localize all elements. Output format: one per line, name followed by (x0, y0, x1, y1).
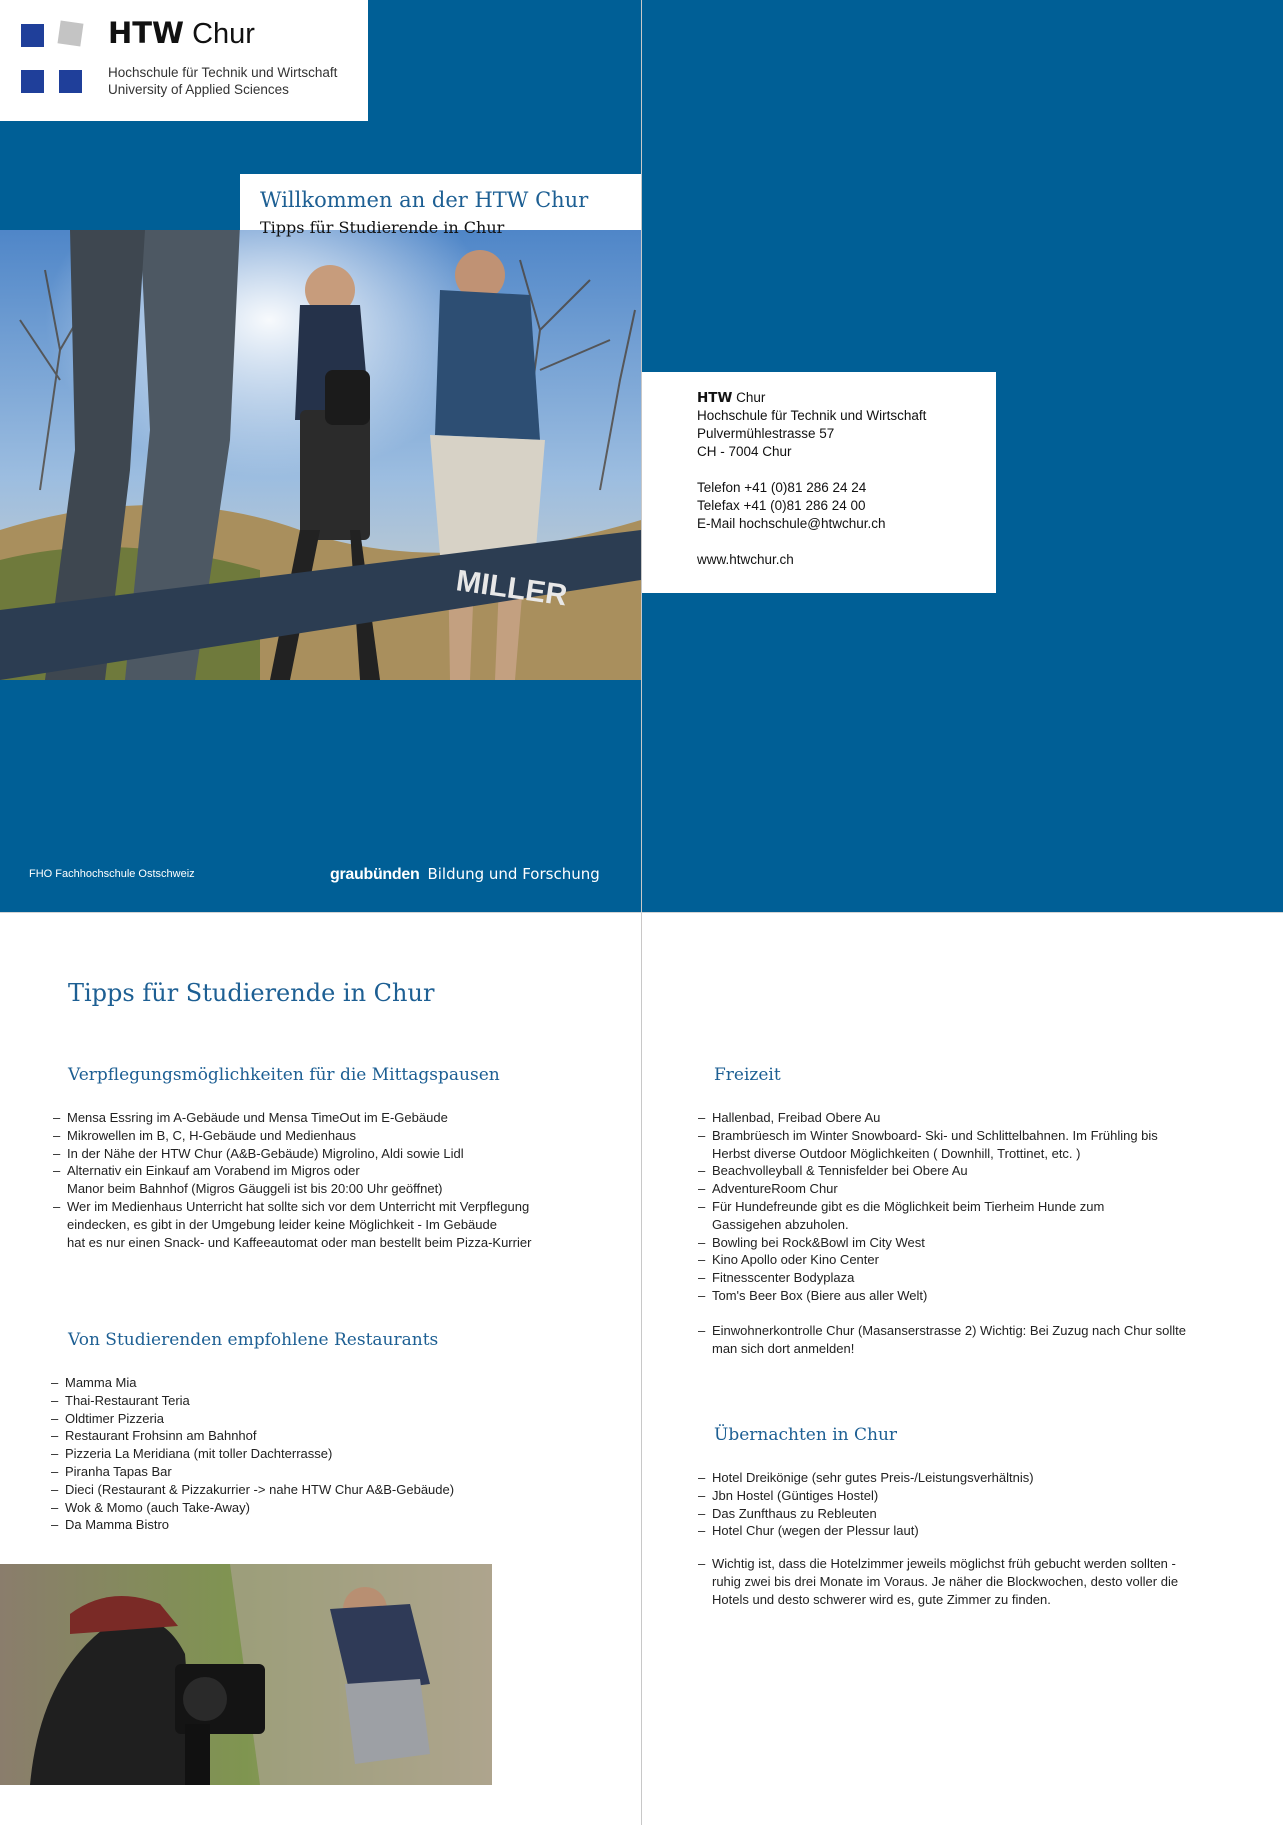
list-item (51, 1499, 454, 1517)
list-item (53, 1198, 531, 1251)
list-item (698, 1287, 1158, 1305)
list-item-text: – Brambrüesch im Winter Snowboard- Ski- und Schlittelbahnen. Im Frühling bis (712, 1127, 1158, 1143)
contact-card (642, 372, 996, 593)
stay-heading: Übernachten in Chur (714, 1425, 898, 1445)
list-item (698, 1127, 1158, 1163)
svg-text:MILLER: MILLER (454, 564, 570, 613)
page-divider-horizontal (0, 912, 1283, 913)
list-item (698, 1269, 1158, 1287)
list-item (53, 1162, 531, 1198)
list-item (53, 1109, 531, 1127)
list-item-text: – Wer im Medienhaus Unterricht hat sollte sich vor dem Unterricht mit Verpflegung (67, 1198, 530, 1214)
contact-street: Pulvermühlestrasse 57 (697, 426, 835, 441)
contact-institution: Hochschule für Technik und Wirtschaft (697, 408, 927, 423)
list-item-text: – In der Nähe der HTW Chur (A&B-Gebäude) Migrolino, Aldi sowie Lidl (67, 1145, 464, 1161)
list-item (51, 1374, 454, 1392)
logo-square-icon (59, 70, 82, 93)
contact-email[interactable]: E-Mail hochschule@htwchur.ch (697, 516, 886, 531)
list-item-text: – Hotel Chur (wegen der Plessur laut) (712, 1523, 919, 1539)
list-item-text: – Wichtig ist, dass die Hotelzimmer jeweils möglichst früh gebucht werden sollten - (712, 1556, 1176, 1571)
back-cover-page (642, 0, 1283, 912)
cover-page (0, 0, 641, 912)
list-item-text: Herbst diverse Outdoor Möglichkeiten ( Downhill, Trottinet, etc. ) (712, 1145, 1081, 1161)
logo-line-2: University of Applied Sciences (108, 82, 289, 97)
list-item (698, 1487, 1034, 1505)
list-item (698, 1109, 1158, 1127)
list-item (51, 1463, 454, 1481)
food-heading: Verpflegungsmöglichkeiten für die Mittagspausen (68, 1065, 500, 1085)
contact-name: HTW Chur (697, 390, 766, 406)
list-item-text: – Dieci (Restaurant & Pizzakurrier -> nahe HTW Chur A&B-Gebäude) (65, 1481, 455, 1497)
contact-fax: Telefax +41 (0)81 286 24 00 (697, 498, 866, 513)
list-item-text: – Das Zunfthaus zu Rebleuten (712, 1505, 877, 1521)
list-item-text: Gassigehen abzuholen. (712, 1216, 849, 1232)
list-item-text: – Da Mamma Bistro (65, 1517, 170, 1533)
guide-title: Tipps für Studierende in Chur (68, 979, 435, 1007)
restaurants-heading: Von Studierenden empfohlene Restaurants (68, 1330, 439, 1350)
leisure-note (698, 1322, 1186, 1358)
leisure-list (698, 1109, 1158, 1305)
cover-photo (0, 230, 641, 680)
list-item-text: Hotels und desto schwerer wird es, gute Zimmer zu finden. (712, 1591, 1051, 1607)
list-item-text: – AdventureRoom Chur (712, 1181, 838, 1197)
cover-subtitle: Tipps für Studierende in Chur (260, 218, 505, 237)
list-item (53, 1127, 531, 1145)
list-item (698, 1469, 1034, 1487)
list-item (51, 1445, 454, 1463)
list-item-text: – Beachvolleyball & Tennisfelder bei Obere Au (712, 1163, 968, 1179)
list-item-text: – Bowling bei Rock&Bowl im City West (712, 1234, 925, 1250)
logo-square-icon (21, 70, 44, 93)
list-item (53, 1145, 531, 1163)
logo-square-icon (21, 24, 44, 47)
list-item (698, 1505, 1034, 1523)
list-item-text: – Tom's Beer Box (Biere aus aller Welt) (712, 1287, 928, 1303)
leisure-heading: Freizeit (714, 1065, 781, 1085)
list-item-text: – Pizzeria La Meridiana (mit toller Dachterrasse) (65, 1446, 333, 1462)
list-item (698, 1234, 1158, 1252)
list-item-text: – Hotel Dreikönige (sehr gutes Preis-/Leistungsverhältnis) (712, 1470, 1034, 1485)
list-item-text: – Piranha Tapas Bar (65, 1463, 172, 1479)
list-item-text: Manor beim Bahnhof (Migros Gäuggeli ist bis 20:00 Uhr geöffnet) (67, 1181, 443, 1197)
logo-wordmark: HTW Chur (108, 16, 255, 50)
logo-line-1: Hochschule für Technik und Wirtschaft (108, 65, 338, 80)
list-item-text: – Restaurant Frohsinn am Bahnhof (65, 1428, 257, 1444)
tips-page-left (0, 913, 641, 1825)
camera-photo (0, 1564, 492, 1785)
list-item-text: man sich dort anmelden! (712, 1340, 855, 1356)
list-item (51, 1410, 454, 1428)
list-item-text: – Jbn Hostel (Güntiges Hostel) (712, 1487, 879, 1503)
list-item (698, 1555, 1178, 1608)
contact-city: CH - 7004 Chur (697, 444, 792, 459)
fho-label: FHO Fachhochschule Ostschweiz (29, 868, 195, 880)
list-item-text: – Für Hundefreunde gibt es die Möglichkeit beim Tierheim Hunde zum (712, 1198, 1105, 1214)
list-item (698, 1251, 1158, 1269)
htw-logo (0, 0, 368, 121)
restaurants-list (51, 1374, 454, 1534)
stay-note (698, 1555, 1178, 1608)
list-item-text: eindecken, es gibt in der Umgebung leider keine Möglichkeit - Im Gebäude (67, 1216, 497, 1232)
list-item (698, 1198, 1158, 1234)
list-item-text: ruhig zwei bis drei Monate im Voraus. Je näher die Blockwochen, desto voller die (712, 1573, 1179, 1589)
list-item-text: – Einwohnerkontrolle Chur (Masanserstrasse 2) Wichtig: Bei Zuzug nach Chur sollte (712, 1323, 1186, 1338)
list-item-text: hat es nur einen Snack- und Kaffeeautomat oder man bestellt beim Pizza-Kurrier (67, 1234, 532, 1250)
list-item (698, 1180, 1158, 1198)
graubuenden-logo: graubünden Bildung und Forschung (330, 865, 600, 883)
list-item (51, 1392, 454, 1410)
logo-square-icon (58, 21, 84, 47)
list-item (698, 1522, 1034, 1540)
cover-title: Willkommen an der HTW Chur (260, 188, 589, 212)
list-item (698, 1322, 1186, 1358)
contact-phone: Telefon +41 (0)81 286 24 24 (697, 480, 867, 495)
list-item-text: – Mikrowellen im B, C, H-Gebäude und Medienhaus (67, 1127, 357, 1143)
list-item-text: – Alternativ ein Einkauf am Vorabend im Migros oder (67, 1163, 360, 1179)
list-item (51, 1516, 454, 1534)
list-item (51, 1427, 454, 1445)
tips-page-right (642, 913, 1283, 1825)
contact-website[interactable]: www.htwchur.ch (697, 552, 794, 567)
list-item-text: – Mensa Essring im A-Gebäude und Mensa TimeOut im E-Gebäude (67, 1110, 448, 1125)
list-item-text: – Thai-Restaurant Teria (65, 1392, 190, 1408)
list-item-text: – Kino Apollo oder Kino Center (712, 1252, 879, 1268)
list-item-text: – Hallenbad, Freibad Obere Au (712, 1110, 881, 1125)
list-item-text: – Oldtimer Pizzeria (65, 1410, 164, 1426)
stay-list (698, 1469, 1034, 1540)
list-item-text: – Mamma Mia (65, 1375, 137, 1390)
cover-title-box (240, 174, 641, 237)
list-item-text: – Wok & Momo (auch Take-Away) (65, 1499, 250, 1515)
list-item-text: – Fitnesscenter Bodyplaza (712, 1270, 855, 1286)
list-item (698, 1162, 1158, 1180)
list-item (51, 1481, 454, 1499)
food-list (53, 1109, 531, 1251)
